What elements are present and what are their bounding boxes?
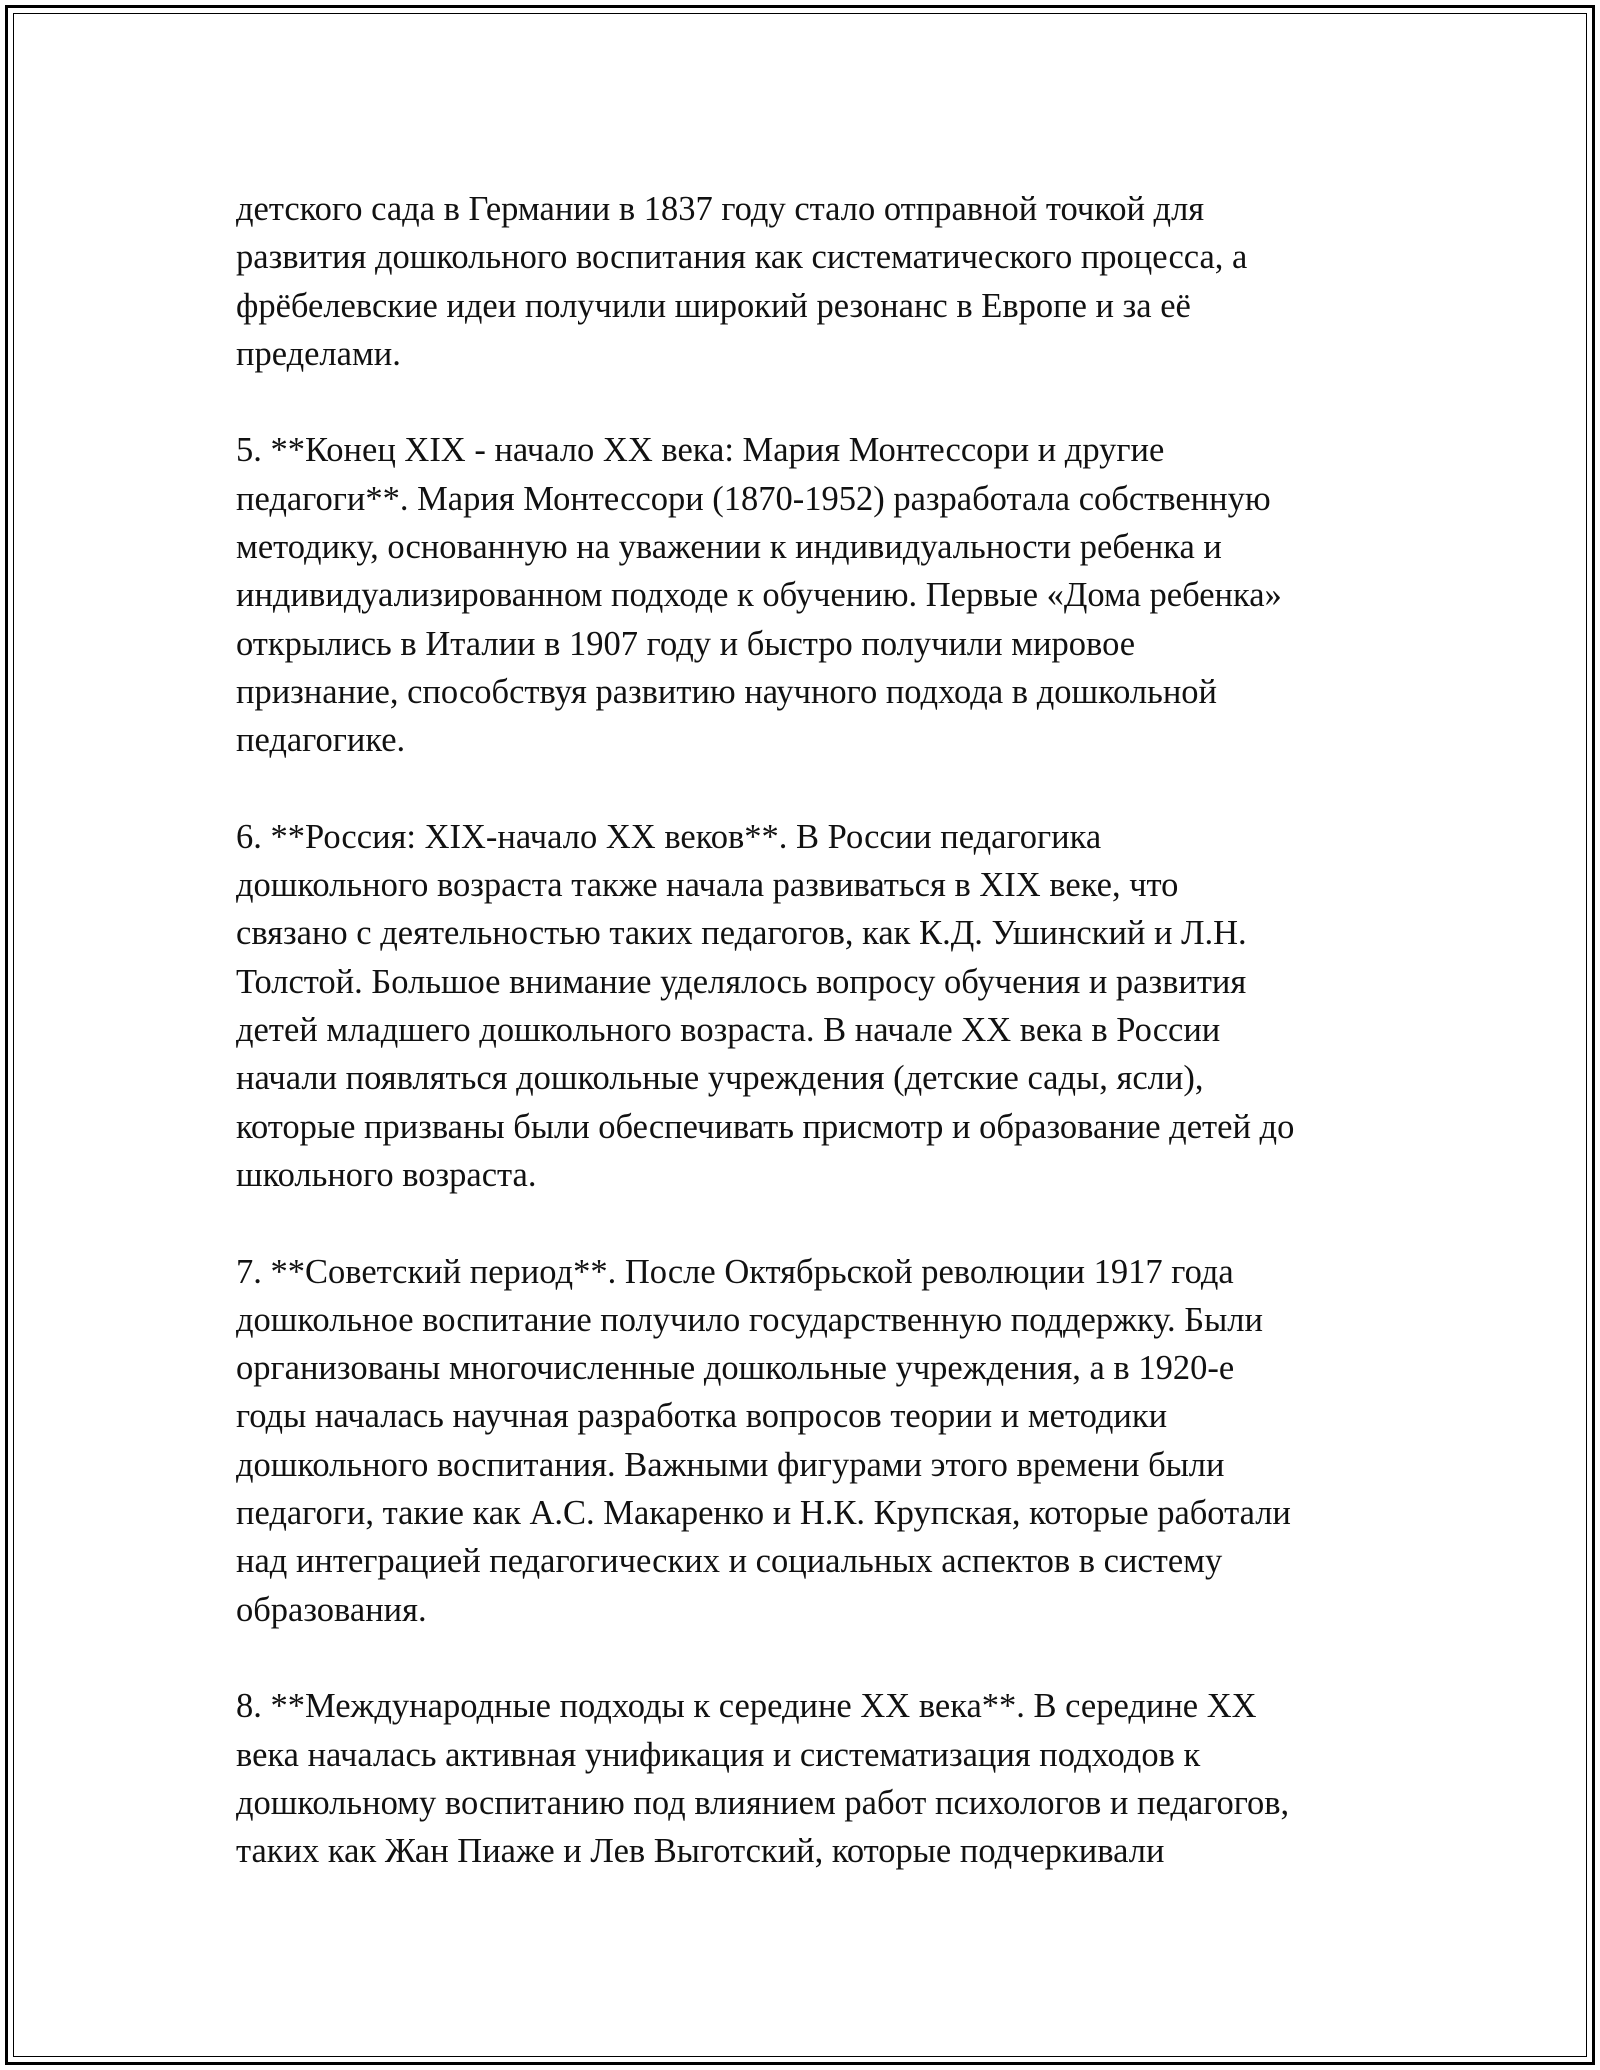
text-line: таких как Жан Пиаже и Лев Выготский, которые подчеркивали — [236, 1832, 1165, 1871]
text-line: фрёбелевские идеи получили широкий резонанс в Европе и за её — [236, 286, 1191, 325]
text-line: образования. — [236, 1590, 427, 1629]
text-line: педагоги, такие как А.С. Макаренко и Н.К. Крупская, которые работали — [236, 1494, 1291, 1533]
text-line: Толстой. Большое внимание уделялось вопросу обучения и развития — [236, 962, 1247, 1001]
text-line: педагогике. — [236, 721, 406, 760]
text-line: дошкольного воспитания. Важными фигурами этого времени были — [236, 1445, 1225, 1484]
text-line: связано с деятельностью таких педагогов, как К.Д. Ушинский и Л.Н. — [236, 914, 1247, 953]
text-line: 7. **Советский период**. После Октябрьской революции 1917 года — [236, 1252, 1234, 1291]
text-line: над интеграцией педагогических и социальных аспектов в систему — [236, 1542, 1223, 1581]
paragraph-soviet-period — [236, 1248, 1396, 1634]
text-line: дошкольному воспитанию под влиянием работ психологов и педагогов, — [236, 1783, 1290, 1822]
text-line: 8. **Международные подходы к середине XX века**. В середине XX — [236, 1687, 1257, 1726]
text-line: открылись в Италии в 1907 году и быстро получили мировое — [236, 624, 1136, 663]
text-line: дошкольного возраста также начала развиваться в XIX веке, что — [236, 866, 1179, 905]
paragraph-montessori — [236, 426, 1396, 764]
paragraph-russia — [236, 813, 1396, 1199]
text-line: школьного возраста. — [236, 1155, 537, 1194]
text-line: 5. **Конец XIX - начало XX века: Мария Монтессори и другие — [236, 431, 1165, 470]
text-line: 6. **Россия: XIX-начало XX веков**. В России педагогика — [236, 817, 1102, 856]
text-line: индивидуализированном подходе к обучению. Первые «Дома ребенка» — [236, 576, 1282, 615]
text-line: признание, способствуя развитию научного подхода в дошкольной — [236, 672, 1218, 711]
paragraph-kindergarten-germany — [236, 185, 1396, 378]
text-line: начали появляться дошкольные учреждения (детские сады, ясли), — [236, 1059, 1204, 1098]
text-line: которые призваны были обеспечивать присмотр и образование детей до — [236, 1107, 1295, 1146]
text-line: педагоги**. Мария Монтессори (1870-1952) разработала собственную — [236, 479, 1271, 518]
text-line: годы началась научная разработка вопросов теории и методики — [236, 1397, 1168, 1436]
text-line: организованы многочисленные дошкольные учреждения, а в 1920-е — [236, 1349, 1235, 1388]
text-line: детского сада в Германии в 1837 году стало отправной точкой для — [236, 190, 1205, 228]
text-line: дошкольное воспитание получило государственную поддержку. Были — [236, 1300, 1263, 1339]
text-line: методику, основанную на уважении к индивидуальности ребенка и — [236, 528, 1222, 567]
document-body — [236, 185, 1396, 1924]
text-line: развития дошкольного воспитания как систематического процесса, а — [236, 238, 1248, 277]
text-line: пределами. — [236, 334, 401, 373]
text-line: века началась активная унификация и систематизация подходов к — [236, 1735, 1201, 1774]
paragraph-international-approaches — [236, 1682, 1396, 1875]
text-line: детей младшего дошкольного возраста. В начале XX века в России — [236, 1011, 1221, 1050]
